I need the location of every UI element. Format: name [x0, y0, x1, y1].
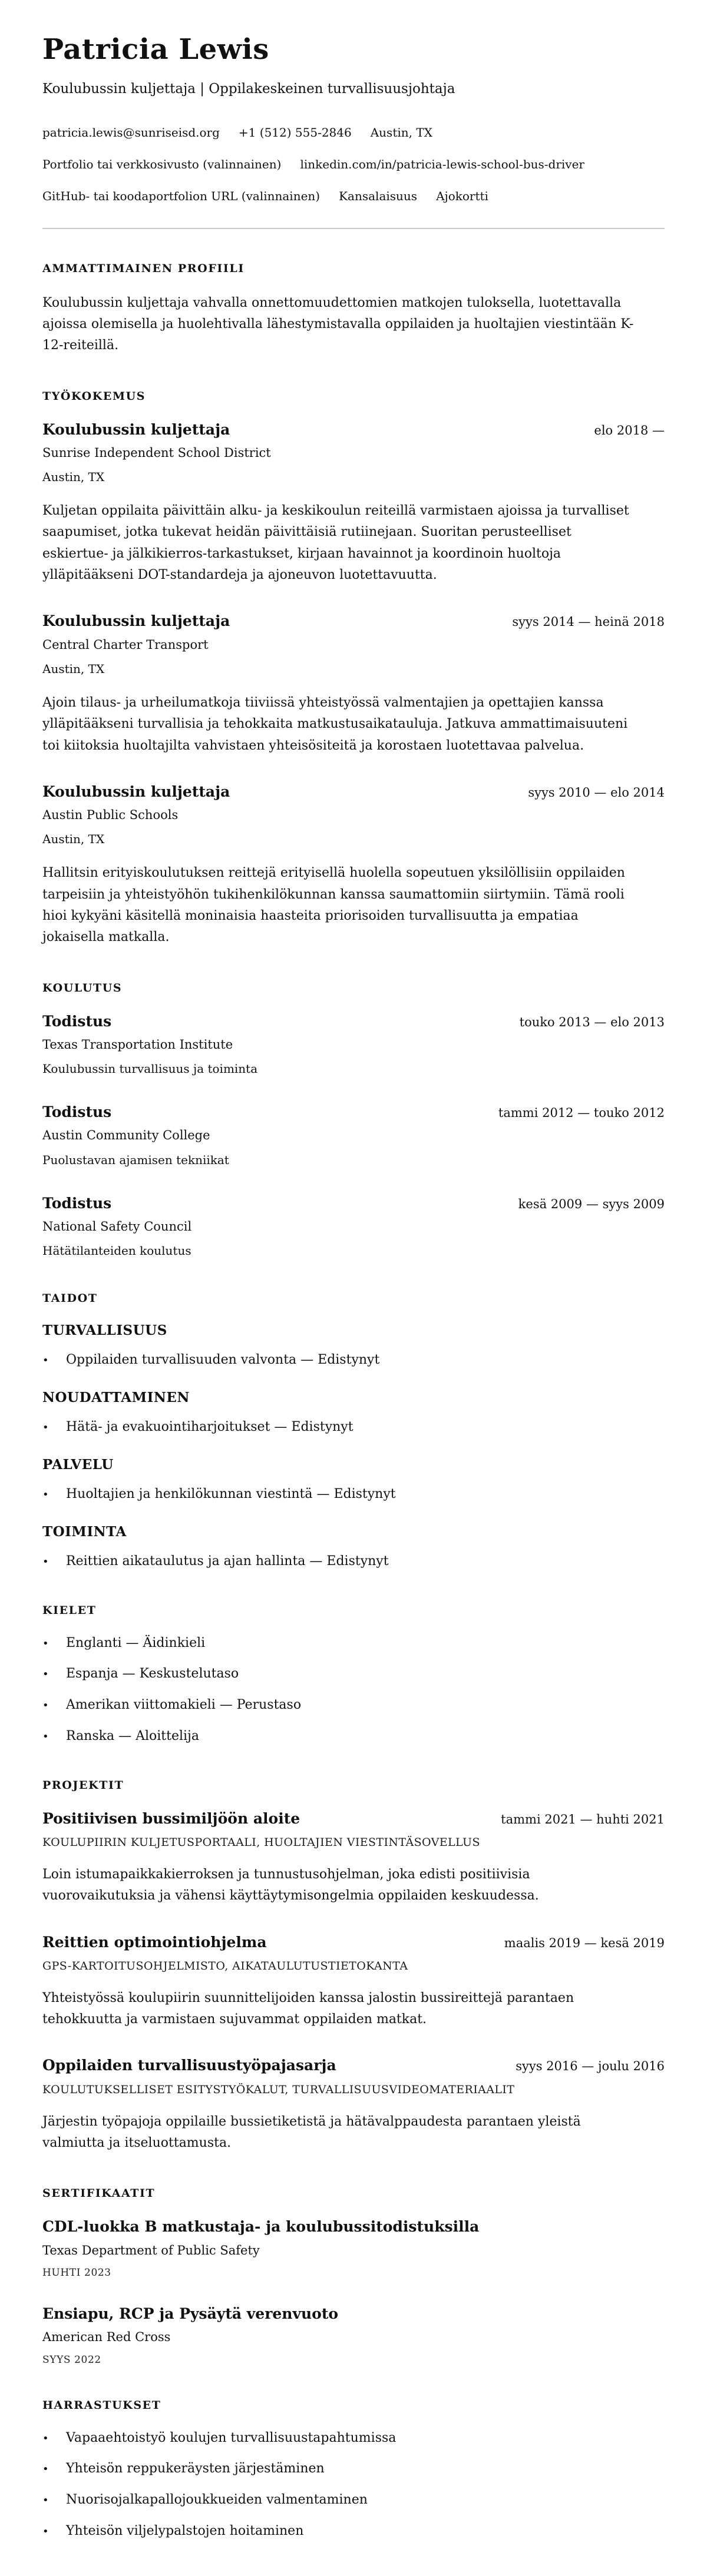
job-location: Austin, TX [42, 470, 105, 485]
project-name: Oppilaiden turvallisuustyöpajasarja [42, 2057, 336, 2074]
language-item [42, 1696, 665, 1715]
profile-section-title: AMMATTIMAINEN PROFIILI [42, 261, 245, 275]
certification-issuer: Texas Department of Public Safety [42, 2243, 260, 2257]
bullet-icon: • [42, 2463, 49, 2476]
job-location: Austin, TX [42, 832, 105, 847]
language-list [42, 1635, 665, 1746]
skill-list [42, 1553, 665, 1571]
field-of-study: Puolustavan ajamisen tekniikat [42, 1152, 229, 1167]
education-entry-head [42, 1103, 665, 1121]
job-company: Austin Public Schools [42, 808, 179, 823]
section-skills [42, 1292, 665, 1570]
skill-category: TOIMINTA [42, 1523, 127, 1540]
job-description: Ajoin tilaus- ja urheilumatkoja tiiviissä yhteistyössä valmentajien ja opettajien kanssa ylläpitääkseni turvallisia ja tehokkaita matkustusaikatauluja. Jatkuva ammattimaisuuteni toi kiitoksia huoltajilta vahvistaen yhteisösiteitä ja korostaen luotettavaa palvelua. [42, 695, 628, 753]
section-profile [42, 262, 665, 357]
hobby-item [42, 2522, 665, 2541]
skill-item-text: Hätä- ja evakuointiharjoitukset — Edistynyt [66, 1420, 353, 1435]
project-dates: syys 2016 — joulu 2016 [516, 2059, 665, 2074]
language-item-text: Englanti — Äidinkieli [66, 1635, 206, 1650]
github-placeholder-text: GitHub- tai koodaportfolion URL (valinnainen) [42, 188, 321, 203]
language-item [42, 1728, 665, 1746]
job-company: Central Charter Transport [42, 637, 209, 652]
certification-name: CDL-luokka B matkustaja- ja koulubussitodistuksilla [42, 2218, 480, 2236]
skills-section-title: TAIDOT [42, 1292, 98, 1305]
skill-item [42, 1418, 665, 1437]
degree-title: Todistus [42, 1012, 112, 1030]
hobby-item-text: Yhteisön reppukeräysten järjestäminen [66, 2461, 325, 2476]
header-divider [42, 228, 665, 229]
citizenship-text: Kansalaisuus [339, 188, 418, 203]
skill-item-text: Oppilaiden turvallisuuden valvonta — Edistynyt [66, 1352, 380, 1368]
skill-category: TURVALLISUUS [42, 1322, 167, 1339]
section-languages [42, 1604, 665, 1746]
skill-item [42, 1486, 665, 1504]
contact-row-1 [42, 124, 665, 141]
skill-group [42, 1322, 665, 1370]
project-entry [42, 2056, 665, 2154]
certification-issuer: American Red Cross [42, 2330, 171, 2345]
project-name: Reittien optimointiohjelma [42, 1933, 267, 1951]
hobby-item-text: Nuorisojalkapallojoukkueiden valmentaminen [66, 2492, 368, 2508]
section-hobbies [42, 2399, 665, 2541]
languages-section-title: KIELET [42, 1603, 97, 1617]
phone-text: +1 (512) 555-2846 [238, 125, 352, 140]
certification-name: Ensiapu, RCP ja Pysäytä verenvuoto [42, 2305, 339, 2322]
hobby-item [42, 2491, 665, 2509]
bullet-icon: • [42, 2432, 49, 2445]
project-dates: maalis 2019 — kesä 2019 [504, 1935, 665, 1950]
job-dates: syys 2014 — heinä 2018 [512, 615, 665, 629]
bullet-icon: • [42, 1354, 49, 1367]
skill-list [42, 1351, 665, 1370]
resume-header [42, 34, 665, 229]
project-entry-head [42, 2056, 665, 2074]
project-tools: GPS-KARTOITUSOHJELMISTO, AIKATAULUTUSTIETOKANTA [42, 1959, 408, 1972]
skill-group [42, 1524, 665, 1571]
skill-item-text: Reittien aikataulutus ja ajan hallinta — Edistynyt [66, 1553, 389, 1569]
skill-item [42, 1351, 665, 1370]
certification-date: SYYS 2022 [42, 2353, 101, 2366]
certification-entry [42, 2217, 665, 2279]
job-entry [42, 420, 665, 586]
bullet-icon: • [42, 1555, 49, 1568]
hobby-item-text: Vapaaehtoistyö koulujen turvallisuustapahtumissa [66, 2430, 397, 2445]
bullet-icon: • [42, 1421, 49, 1434]
job-title: Koulubussin kuljettaja [42, 420, 230, 438]
skill-item [42, 1553, 665, 1571]
school-name: National Safety Council [42, 1219, 192, 1234]
work-section-title: TYÖKOKEMUS [42, 389, 146, 403]
skill-list [42, 1486, 665, 1504]
drivers-license-text: Ajokortti [436, 188, 488, 203]
bullet-icon: • [42, 1488, 49, 1501]
school-name: Texas Transportation Institute [42, 1037, 233, 1052]
hobby-list [42, 2429, 665, 2541]
skill-list [42, 1418, 665, 1437]
education-dates: tammi 2012 — touko 2012 [498, 1106, 665, 1120]
certifications-section-title: SERTIFIKAATIT [42, 2187, 156, 2200]
certification-entry [42, 2305, 665, 2366]
bullet-icon: • [42, 2494, 49, 2507]
hobby-item-text: Yhteisön viljelypalstojen hoitaminen [66, 2523, 304, 2538]
bullet-icon: • [42, 1637, 49, 1650]
job-entry-head [42, 420, 665, 439]
degree-title: Todistus [42, 1194, 112, 1212]
job-description: Kuljetan oppilaita päivittäin alku- ja keskikoulun reiteillä varmistaen ajoissa ja turvalliset saapumiset, jotka tukevat heidän päivittäisiä rutiinejaan. Suoritan perusteelliset eskiertue- ja jälkikierros-tarkastukset, kirjaan havainnot ja koordinoin huoltoja ylläpitääkseni DOT-standardeja ja ajoneuvon luotettavuutta. [42, 503, 629, 583]
field-of-study: Koulubussin turvallisuus ja toiminta [42, 1062, 258, 1076]
portfolio-placeholder-text: Portfolio tai verkkosivusto (valinnainen) [42, 157, 282, 171]
project-description: Järjestin työpajoja oppilaille bussietiketistä ja hätävalppaudesta parantaen yleistä valmiutta ja itseluottamusta. [42, 2114, 581, 2151]
job-dates: syys 2010 — elo 2014 [528, 785, 665, 800]
skill-group [42, 1457, 665, 1504]
skill-category: PALVELU [42, 1457, 114, 1473]
location-text: Austin, TX [370, 125, 432, 140]
education-section-title: KOULUTUS [42, 981, 123, 994]
project-description: Loin istumapaikkakierroksen ja tunnustusohjelman, joka edisti positiivisia vuorovaikutuksia ja vähensi käyttäytymisongelmia oppilaiden keskuudessa. [42, 1867, 539, 1904]
hobby-item [42, 2429, 665, 2448]
job-title: Koulubussin kuljettaja [42, 783, 230, 800]
project-entry-head [42, 1933, 665, 1951]
field-of-study: Hätätilanteiden koulutus [42, 1244, 191, 1258]
job-entry [42, 612, 665, 756]
language-item [42, 1665, 665, 1683]
job-title: Koulubussin kuljettaja [42, 612, 230, 630]
education-entry [42, 1012, 665, 1078]
job-entry-head [42, 612, 665, 630]
hobby-item [42, 2460, 665, 2478]
linkedin-url-text: linkedin.com/in/patricia-lewis-school-bus-driver [300, 157, 584, 171]
degree-title: Todistus [42, 1103, 112, 1121]
education-entry [42, 1194, 665, 1259]
skill-category: NOUDATTAMINEN [42, 1390, 190, 1406]
education-dates: kesä 2009 — syys 2009 [518, 1196, 665, 1211]
skill-item-text: Huoltajien ja henkilökunnan viestintä — Edistynyt [66, 1487, 396, 1501]
language-item-text: Amerikan viittomakieli — Perustaso [66, 1698, 302, 1713]
section-certifications [42, 2187, 665, 2365]
language-item-text: Ranska — Aloittelija [66, 1728, 199, 1743]
job-company: Sunrise Independent School District [42, 445, 271, 460]
education-entry-head [42, 1194, 665, 1212]
section-work [42, 390, 665, 949]
school-name: Austin Community College [42, 1128, 210, 1143]
bullet-icon: • [42, 2525, 49, 2538]
job-description: Hallitsin erityiskoulutuksen reittejä erityisellä huolella sopeutuen yksilöllisiin oppilaiden tarpeisiin ja yhteistyöhön tukihenkilökunnan kanssa saumattomiin siirtymiin. Tämä rooli hioi kykyäni käsitellä moninaisia haasteita priorisoiden turvallisuutta ja empatiaa jokaisella matkalla. [42, 866, 625, 945]
project-tools: KOULUPIIRIN KULJETUSPORTAALI, HUOLTAJIEN VIESTINTÄSOVELLUS [42, 1836, 480, 1849]
certification-date: HUHTI 2023 [42, 2266, 111, 2279]
bullet-icon: • [42, 1668, 49, 1681]
job-entry-head [42, 783, 665, 801]
job-entry [42, 783, 665, 949]
education-dates: touko 2013 — elo 2013 [519, 1015, 665, 1029]
project-description: Yhteistyössä koulupiirin suunnittelijoiden kanssa jalostin bussireittejä parantaen tehokkuutta ja varmistaen sujuvammat oppilaiden matkat. [42, 1990, 574, 2027]
section-education [42, 982, 665, 1259]
hobbies-section-title: HARRASTUKSET [42, 2398, 161, 2412]
section-projects [42, 1779, 665, 2154]
candidate-headline: Koulubussin kuljettaja | Oppilakeskeinen turvallisuusjohtaja [42, 81, 455, 97]
contact-row-2 [42, 156, 665, 173]
skill-group [42, 1390, 665, 1437]
contact-row-3 [42, 188, 665, 204]
project-dates: tammi 2021 — huhti 2021 [501, 1812, 665, 1826]
candidate-name: Patricia Lewis [42, 33, 269, 66]
job-dates: elo 2018 — [594, 423, 665, 437]
project-name: Positiivisen bussimiljöön aloite [42, 1809, 300, 1827]
job-location: Austin, TX [42, 661, 105, 676]
project-entry [42, 1809, 665, 1907]
profile-summary: Koulubussin kuljettaja vahvalla onnettomuudettomien matkojen tuloksella, luotettavalla ajoissa olemisella ja huolehtivalla lähestymistavalla oppilaiden ja huoltajien viestintään K-12-reiteillä. [42, 295, 634, 353]
education-entry-head [42, 1012, 665, 1030]
project-entry [42, 1933, 665, 2031]
projects-section-title: PROJEKTIT [42, 1778, 124, 1792]
bullet-icon: • [42, 1730, 49, 1743]
bullet-icon: • [42, 1699, 49, 1712]
project-tools: KOULUTUKSELLISET ESITYSTYÖKALUT, TURVALLISUUSVIDEOMATERIAALIT [42, 2083, 515, 2096]
email-text: patricia.lewis@sunriseisd.org [42, 125, 220, 140]
project-entry-head [42, 1809, 665, 1828]
language-item-text: Espanja — Keskustelutaso [66, 1666, 239, 1682]
education-entry [42, 1103, 665, 1168]
language-item [42, 1635, 665, 1653]
